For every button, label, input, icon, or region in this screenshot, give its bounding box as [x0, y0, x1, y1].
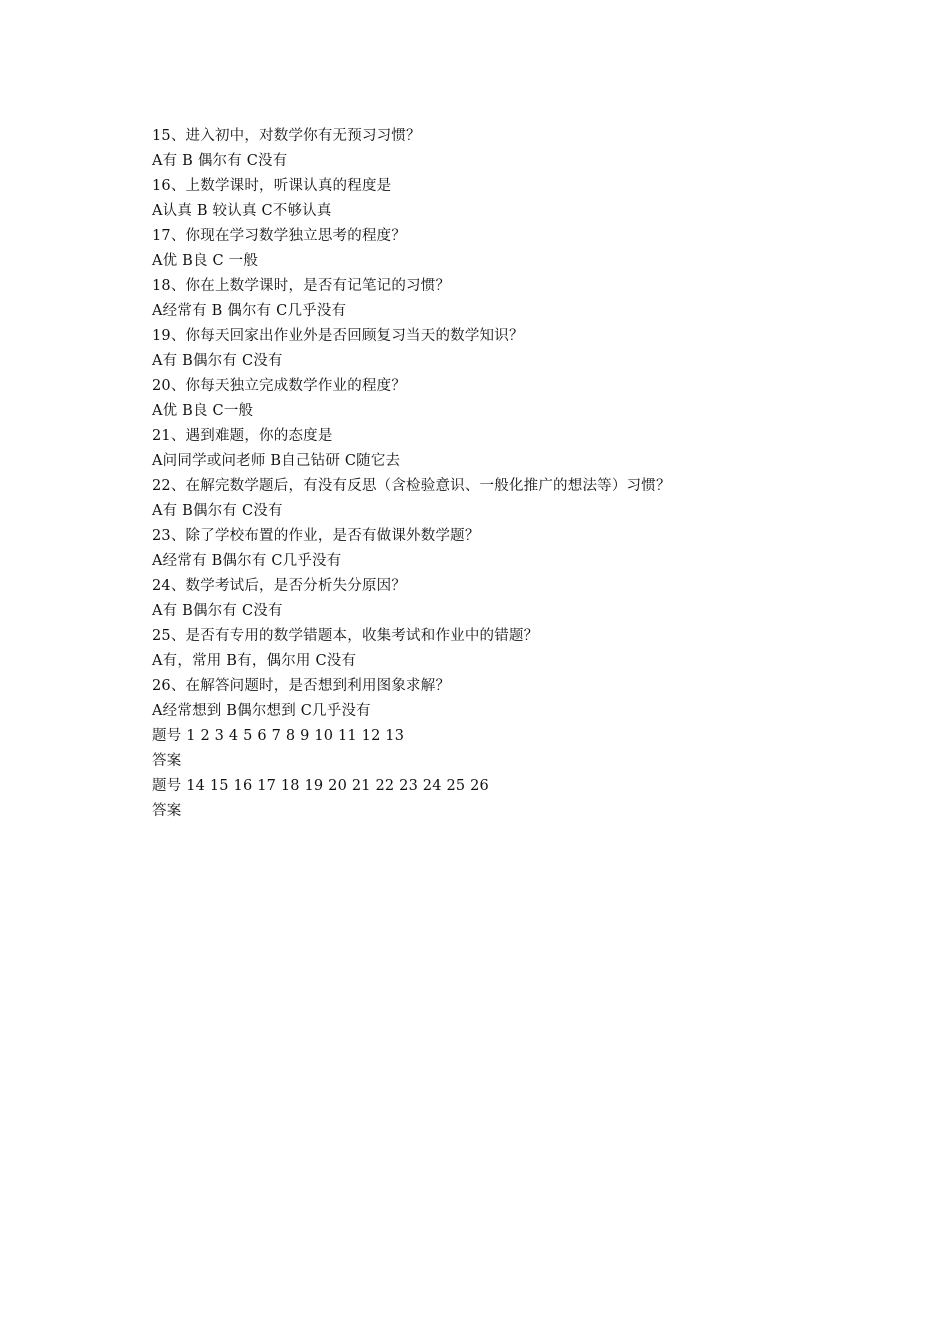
question-16: 16、上数学课时，听课认真的程度是	[152, 178, 392, 194]
question-20: 20、你每天独立完成数学作业的程度？	[152, 378, 407, 394]
question-17: 17、你现在学习数学独立思考的程度？	[152, 228, 407, 244]
options-23: A经常有 B偶尔有 C几乎没有	[152, 553, 342, 569]
options-22: A有 B偶尔有 C没有	[152, 503, 283, 519]
options-24: A有 B偶尔有 C没有	[152, 603, 283, 619]
answer-table-numbers-row-1: 题号 1 2 3 4 5 6 7 8 9 10 11 12 13	[152, 728, 405, 744]
question-22: 22、在解完数学题后，有没有反思（含检验意识、一般化推广的想法等）习惯？	[152, 478, 671, 494]
answer-table-numbers-row-2: 题号 14 15 16 17 18 19 20 21 22 23 24 25 26	[152, 778, 489, 794]
options-18: A经常有 B 偶尔有 C几乎没有	[152, 303, 347, 319]
question-26: 26、在解答问题时，是否想到利用图象求解？	[152, 678, 451, 694]
question-15: 15、进入初中，对数学你有无预习习惯？	[152, 128, 421, 144]
question-25: 25、是否有专用的数学错题本，收集考试和作业中的错题？	[152, 628, 539, 644]
options-15: A有 B 偶尔有 C没有	[152, 153, 288, 169]
options-16: A认真 B 较认真 C不够认真	[152, 203, 332, 219]
options-21: A问同学或问老师 B自己钻研 C随它去	[152, 453, 401, 469]
question-19: 19、你每天回家出作业外是否回顾复习当天的数学知识？	[152, 328, 524, 344]
question-18: 18、你在上数学课时，是否有记笔记的习惯？	[152, 278, 451, 294]
survey-content	[152, 124, 792, 824]
question-24: 24、数学考试后，是否分析失分原因？	[152, 578, 407, 594]
options-26: A经常想到 B偶尔想到 C几乎没有	[152, 703, 371, 719]
question-21: 21、遇到难题，你的态度是	[152, 428, 333, 444]
answer-table-answer-row-1: 答案	[152, 753, 182, 769]
options-19: A有 B偶尔有 C没有	[152, 353, 283, 369]
question-23: 23、除了学校布置的作业，是否有做课外数学题？	[152, 528, 480, 544]
options-25: A有，常用 B有，偶尔用 C没有	[152, 653, 357, 669]
answer-table-answer-row-2: 答案	[152, 803, 182, 819]
options-17: A优 B良 C 一般	[152, 253, 259, 269]
options-20: A优 B良 C一般	[152, 403, 254, 419]
